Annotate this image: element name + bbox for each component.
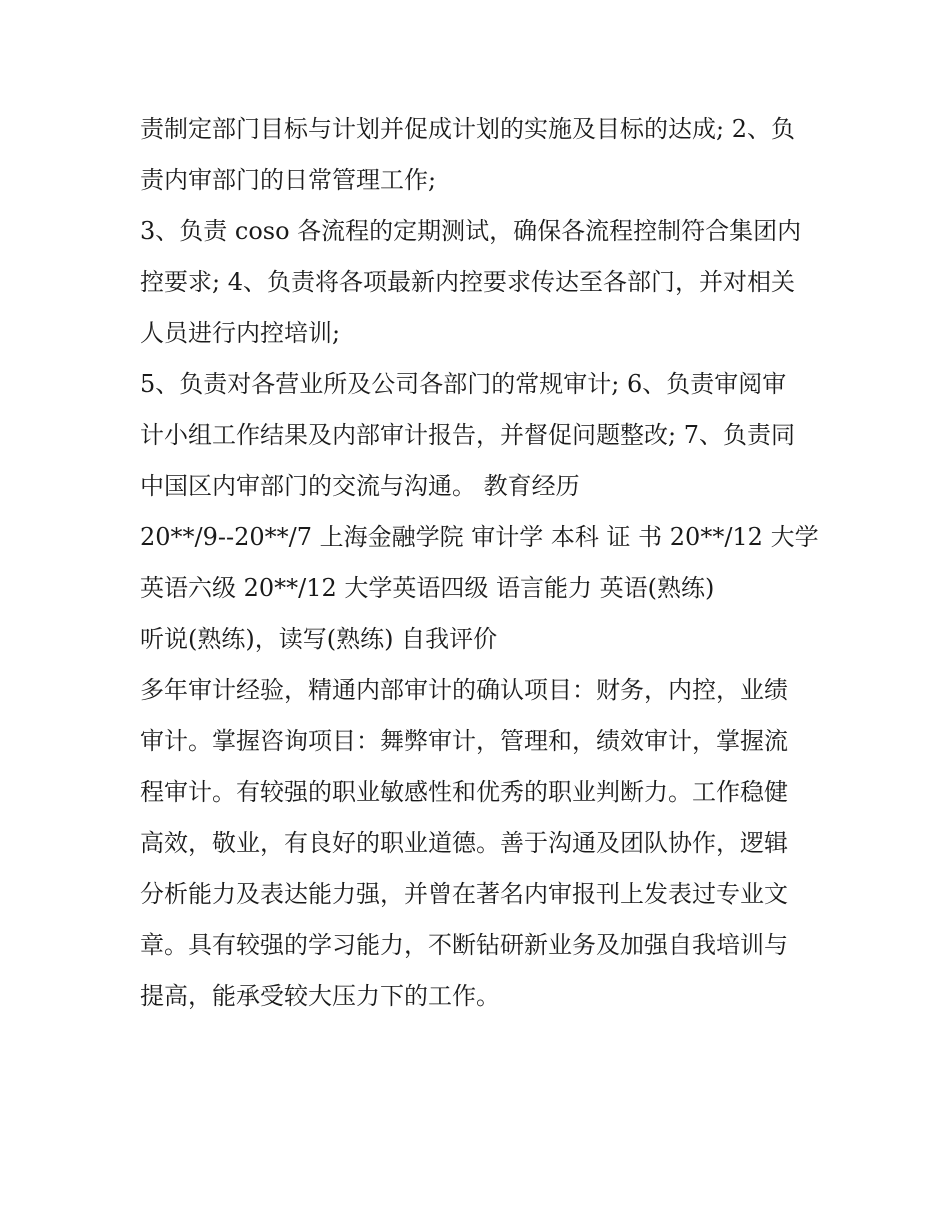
text-line: 多年审计经验，精通内部审计的确认项目：财务，内控，业绩 xyxy=(140,676,788,704)
text-line: 程审计。有较强的职业敏感性和优秀的职业判断力。工作稳健 xyxy=(140,778,788,806)
text-line: 高效，敬业，有良好的职业道德。善于沟通及团队协作，逻辑 xyxy=(140,829,788,857)
text-line: 3、负责 coso 各流程的定期测试，确保各流程控制符合集团内 xyxy=(140,217,802,245)
text-line: 人员进行内控培训; xyxy=(140,319,341,347)
text-line: 英语六级 20**/12 大学英语四级 语言能力 英语(熟练) xyxy=(140,574,715,602)
text-line: 听说(熟练)，读写(熟练) 自我评价 xyxy=(140,625,498,653)
text-line: 章。具有较强的学习能力，不断钻研新业务及加强自我培训与 xyxy=(140,931,788,959)
text-line: 5、负责对各营业所及公司各部门的常规审计; 6、负责审阅审 xyxy=(140,370,787,398)
text-line: 审计。掌握咨询项目：舞弊审计，管理和，绩效审计，掌握流 xyxy=(140,727,788,755)
text-line: 20**/9--20**/7 上海金融学院 审计学 本科 证 书 20**/12 大学 xyxy=(140,523,819,551)
text-line: 计小组工作结果及内部审计报告，并督促问题整改; 7、负责同 xyxy=(140,421,795,449)
text-line: 责制定部门目标与计划并促成计划的实施及目标的达成; 2、负 xyxy=(140,115,795,143)
text-line: 控要求; 4、负责将各项最新内控要求传达至各部门，并对相关 xyxy=(140,268,795,296)
text-line: 提高，能承受较大压力下的工作。 xyxy=(140,982,500,1010)
text-line: 分析能力及表达能力强，并曾在著名内审报刊上发表过专业文 xyxy=(140,880,788,908)
text-line: 中国区内审部门的交流与沟通。 教育经历 xyxy=(140,472,580,500)
text-line: 责内审部门的日常管理工作; xyxy=(140,166,437,194)
document-body xyxy=(140,104,820,1022)
